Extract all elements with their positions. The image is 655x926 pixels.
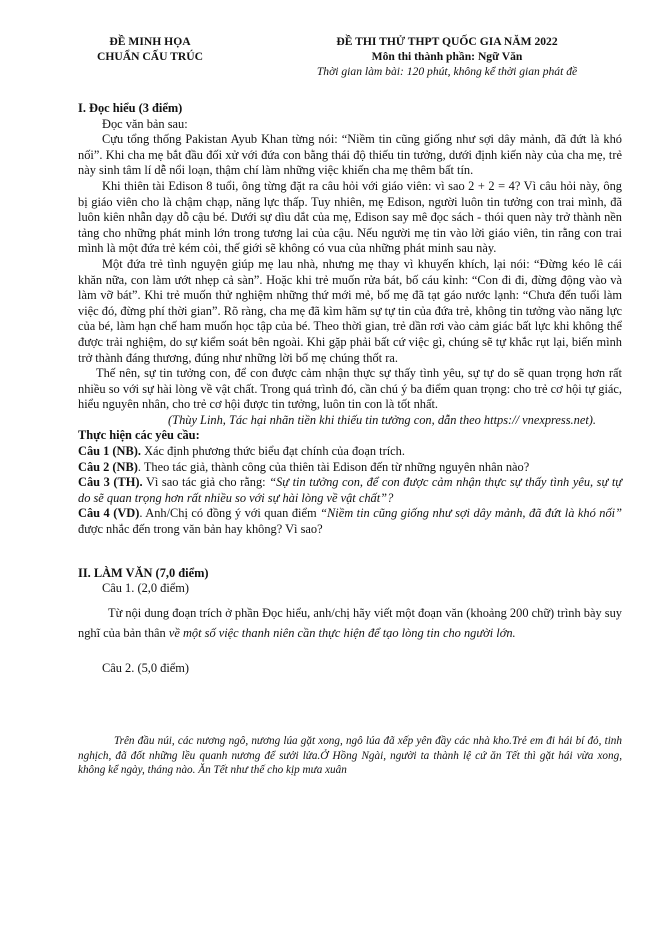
part1-title: I. Đọc hiểu (3 điểm) [78, 101, 183, 115]
exam-time: Thời gian làm bài: 120 phút, không kể thời gian phát đề [316, 65, 578, 78]
question-3 [78, 475, 622, 506]
passage-paragraph-3: Một đứa trẻ tình nguyện giúp mẹ lau nhà, nhưng mẹ thay vì khuyến khích, lại nói: “Đừng kéo lê cái khăn nữa, con làm ướt nhẹp cả sàn”. Hoặc khi trẻ muốn rửa bát, bố cáu kỉnh: “Con đi đi, đừng động vào và làm vỡ bát”. Khi trẻ muốn thử nghiệm những thứ mới mẻ, bố mẹ đã tạt gáo nước lạnh: “Chưa đến tuổi làm việc đó, đừng phí thời gian”. Rõ ràng, cha mẹ đã kìm hãm sự tự tin của đứa trẻ, không tin tưởng vào năng lực của bé, làm hạn chế ham muốn học tập của bé. Theo thời gian, trẻ dần rơi vào cảm giác bất lực khi không thể được trải nghiệm, do sự kiểm soát bên ngoài. Khi gặp phải bất cứ việc gì, chúng sẽ tự khắc rụt lại, biến mình trở thành đáng thương, đúng như những lời bố mẹ chúng thốt ra. [78, 256, 622, 365]
question-1 [78, 444, 622, 460]
exam-page [78, 34, 622, 777]
question-4 [78, 506, 622, 537]
passage-paragraph-1: Cựu tổng thống Pakistan Ayub Khan từng nói: “Niềm tin cũng giống như sợi dây mảnh, đã đứt là khó nối”. Khi cha mẹ bắt đầu đối xử với đứa con bằng thái độ thiếu tin tưởng, dưới định kiến này của cha mẹ, trẻ này sinh tâm lí dễ nổi loạn, thậm chí làm những việc khiến cha mẹ thêm bất tín. [78, 132, 622, 178]
header-left [60, 34, 240, 79]
passage-paragraph-2: Khi thiên tài Edison 8 tuổi, ông từng đặt ra câu hỏi với giáo viên: vì sao 2 + 2 = 4? Vì câu hỏi này, ông bị giáo viên cho là chậm chạp, năng lực thấp. Tuy nhiên, mẹ Edison, người luôn tin tưởng con trai mình, đã luôn kiên nhẫn dạy dỗ cậu bé. Dưới sự dìu dắt của mẹ, Edison say mê đọc sách - thói quen này trở thành nền tảng cho những phát minh lớn trong tương lai của cậu. Nếu người mẹ tin vào lời giáo viên, tin rằng con trai mình là một đứa trẻ kém cỏi, thế giới sẽ không có vua của những phát minh sau này. [78, 178, 622, 256]
part1-intro: Đọc văn bản sau: [102, 116, 188, 131]
essay-question-1-topic: về một số việc thanh niên cần thực hiện để tạo lòng tin cho người lớn. [168, 625, 516, 640]
part2-title: II. LÀM VĂN (7,0 điểm) [78, 565, 209, 580]
header-right [252, 34, 642, 79]
question-4-tail: được nhắc đến trong văn bản hay không? Vì sao? [78, 522, 323, 537]
exam-title: ĐỀ THI THỬ THPT QUỐC GIA NĂM 2022 [336, 35, 558, 48]
part2-heading [78, 566, 622, 582]
passage-source: (Thùy Linh, Tác hại nhãn tiền khi thiếu tin tưởng con, dẫn theo https:// vnexpress.net). [168, 412, 596, 427]
question-3-text: Vì sao tác giả cho rằng: [142, 475, 270, 490]
exam-header [78, 34, 622, 79]
essay-question-1-text: Từ nội dung đoạn trích ở phần Đọc hiểu, anh/chị hãy viết một đoạn văn (khoảng 200 chữ) trình bày suy nghĩ của bản thân [78, 605, 622, 640]
question-3-label: Câu 3 (TH). [78, 475, 143, 490]
question-4-label: Câu 4 (VD) [78, 506, 140, 521]
header-left-line2: CHUẨN CẤU TRÚC [96, 50, 204, 63]
essay-question-2-label: Câu 2. (5,0 điểm) [102, 660, 190, 675]
question-1-text: Xác định phương thức biểu đạt chính của đoạn trích. [141, 444, 405, 459]
essay-excerpt: Trên đầu núi, các nương ngô, nương lúa gặt xong, ngô lúa đã xếp yên đầy các nhà kho.Trẻ em đi hái bí đỏ, tinh nghịch, đã đốt những lều quanh nương để sưởi lửa.Ở Hồng Ngài, người ta thành lệ cứ ăn Tết thì gặt hái vừa xong, không kể ngày, tháng nào. Ăn Tết như thế cho kịp mưa xuân [78, 735, 622, 776]
essay-question-1-label: Câu 1. (2,0 điểm) [102, 581, 190, 596]
question-3-quote: “Sự tin tưởng con, để con được cảm nhận thực sự thấy tình yêu, sự tự do sẽ quan trọng hơn rất nhiều so với sự hài lòng về vật chất”? [78, 475, 623, 505]
exam-subject: Môn thi thành phần: Ngữ Văn [371, 50, 523, 63]
question-2-label: Câu 2 (NB) [78, 459, 138, 474]
header-left-line1: ĐỀ MINH HỌA [109, 35, 191, 48]
question-2 [78, 460, 622, 476]
question-2-text: . Theo tác giả, thành công của thiên tài Edison đến từ những nguyên nhân nào? [137, 459, 530, 474]
requirements-title: Thực hiện các yêu cầu: [78, 428, 200, 443]
question-4-quote: “Niềm tin cũng giống như sợi dây mảnh, đã đứt là khó nối” [320, 506, 622, 521]
question-4-text: . Anh/Chị có đồng ý với quan điểm [139, 506, 321, 521]
passage-paragraph-4: Thế nên, sự tin tưởng con, để con được cảm nhận thực sự thấy tình yêu, sự tự do sẽ quan trọng hơn rất nhiều so với sự hài lòng về vật chất. Trong quá trình đó, cần chú ý ba điểm quan trọng: cho trẻ cơ hội tự giác, hiểu nguyên nhân, cho trẻ cơ hội được tin tưởng, luôn tin con là tốt nhất. [78, 366, 622, 412]
question-1-label: Câu 1 (NB). [78, 444, 141, 459]
essay-question-1 [78, 603, 622, 643]
